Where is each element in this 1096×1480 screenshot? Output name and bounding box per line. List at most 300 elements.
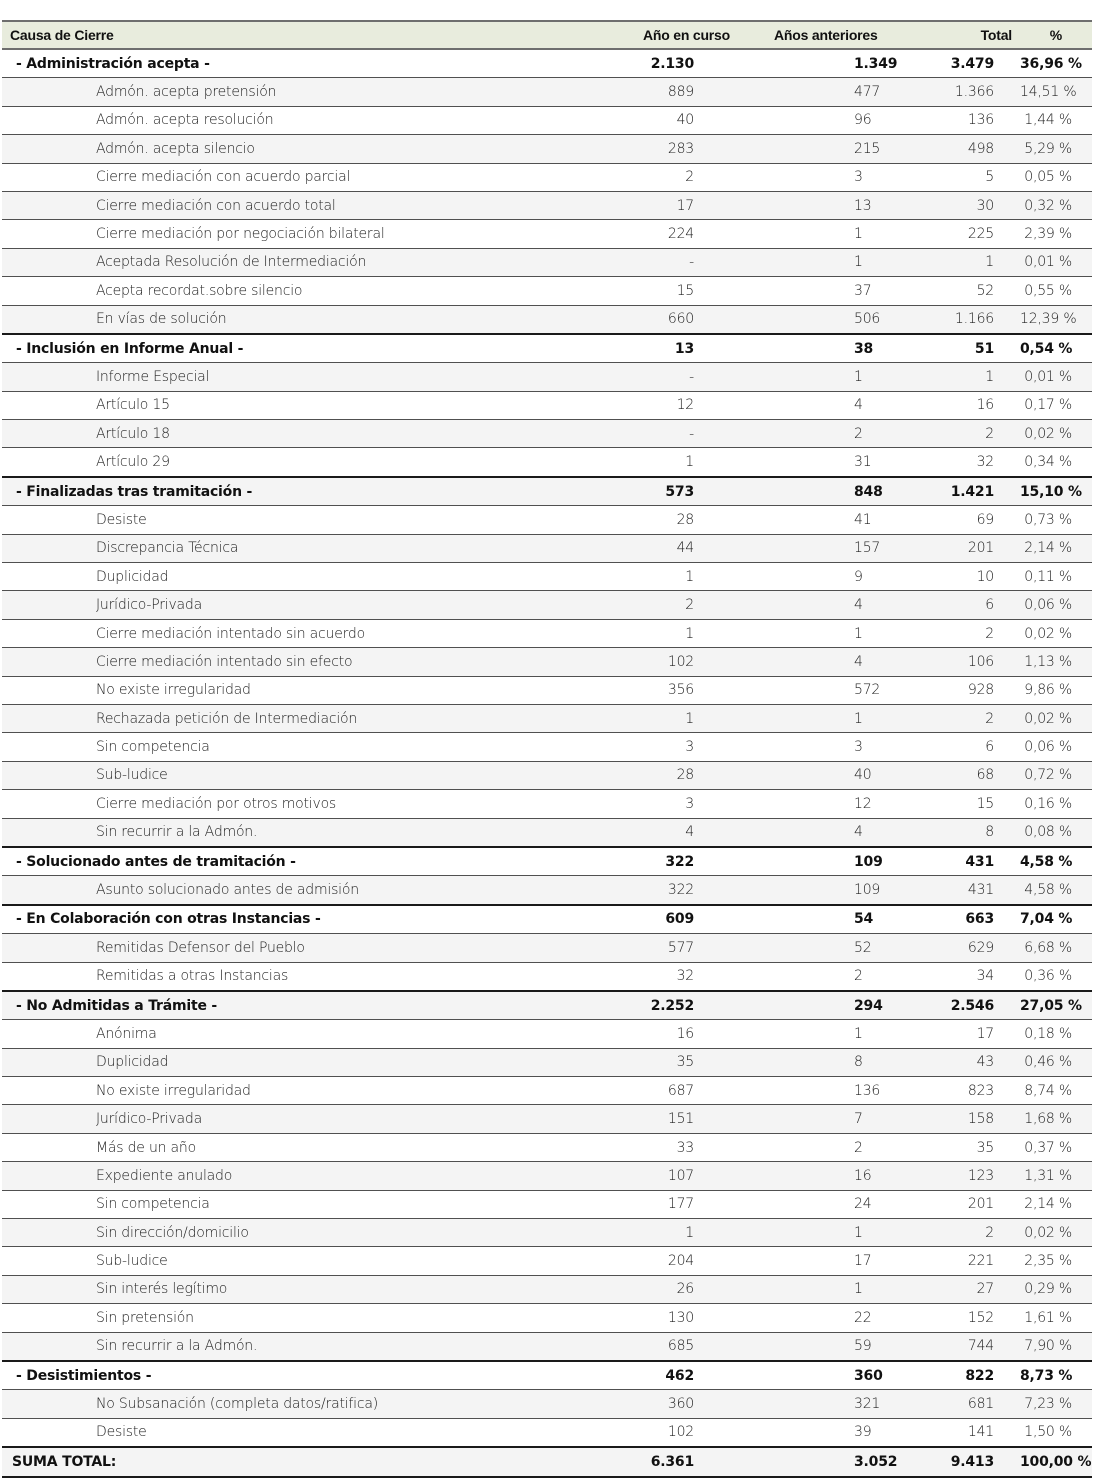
cell-current-year: 35 [676,1054,694,1071]
cell-total: 2 [985,1224,994,1241]
row-label: No Subsanación (completa datos/ratifica) [96,1396,379,1413]
cell-total: 34 [976,968,994,985]
table-row [2,1247,1092,1275]
cell-previous-years: 52 [854,939,872,956]
cell-previous-years: 360 [854,1367,883,1384]
cell-total: 32 [976,454,994,471]
cell-current-year: 16 [676,1025,694,1042]
row-label: Artículo 15 [96,397,170,414]
row-label: Anónima [96,1025,157,1042]
cell-current-year: 2 [685,597,694,614]
cell-previous-years: 3 [854,169,863,186]
row-label: En vías de solución [96,311,227,328]
table-row [2,676,1092,704]
cell-current-year: 32 [676,968,694,985]
cell-percent: 0,54 % [1020,340,1073,357]
cell-previous-years: 1 [854,1281,863,1298]
table-row [2,363,1092,391]
cell-total: 1.366 [954,84,994,101]
group-row [2,1361,1092,1390]
row-label: - Administración acepta - [16,55,210,72]
cell-previous-years: 1 [854,368,863,385]
cell-previous-years: 109 [854,853,883,870]
cell-previous-years: 1.349 [854,55,898,72]
cell-total: 1 [985,254,994,271]
cell-total: 106 [967,653,994,670]
row-label: Cierre mediación intentado sin acuerdo [96,625,365,642]
row-label: - No Admitidas a Trámite - [16,997,218,1014]
cell-previous-years: 2 [854,1139,863,1156]
cell-percent: 1,50 % [1024,1424,1072,1441]
cell-previous-years: 1 [854,226,863,243]
row-label: Sub-ludice [96,1253,168,1270]
cell-percent: 0,16 % [1024,795,1072,812]
cell-total: 1.421 [950,483,994,500]
cell-percent: 1,44 % [1024,112,1072,129]
table-row [2,277,1092,305]
cell-percent: 0,17 % [1024,397,1072,414]
cell-percent: 0,36 % [1024,968,1072,985]
cell-total: 141 [967,1424,994,1441]
cell-previous-years: 8 [854,1054,863,1071]
cell-previous-years: 294 [854,997,883,1014]
table-row [2,761,1092,789]
cell-current-year: 15 [676,282,694,299]
cell-previous-years: 7 [854,1111,863,1128]
cell-percent: 0,18 % [1024,1025,1072,1042]
cell-previous-years: 1 [854,254,863,271]
cell-current-year: 102 [667,653,694,670]
row-label: - Desistimientos - [16,1367,152,1384]
table-header-row [2,21,1092,49]
row-label: Asunto solucionado antes de admisión [96,882,359,899]
row-label: Jurídico-Privada [96,1111,202,1128]
cell-percent: 1,31 % [1024,1167,1072,1184]
cell-total: 822 [965,1367,994,1384]
cell-current-year: 4 [685,824,694,841]
total-row [2,1447,1092,1476]
row-label: Admón. acepta silencio [96,140,255,157]
cell-total: 8 [985,824,994,841]
cell-total: 663 [965,911,994,928]
cell-percent: 0,01 % [1024,368,1072,385]
cell-total: 69 [976,511,994,528]
row-label: Sin competencia [96,739,210,756]
cell-total: 2 [985,425,994,442]
cell-total: 27 [976,1281,994,1298]
table-row [2,619,1092,647]
table-row [2,163,1092,191]
cell-total: 123 [967,1167,994,1184]
cell-previous-years: 2 [854,425,863,442]
row-label: Duplicidad [96,568,169,585]
cell-total: 498 [967,140,994,157]
cell-current-year: 3 [685,795,694,812]
table-row [2,191,1092,219]
cell-current-year: 360 [667,1396,694,1413]
cell-percent: 0,55 % [1024,282,1072,299]
table-row [2,78,1092,106]
cell-total: 2.546 [950,997,994,1014]
cell-total: 3.479 [950,55,994,72]
row-label: - Inclusión en Informe Anual - [16,340,244,357]
table-row [2,135,1092,163]
cell-current-year: - [689,425,694,442]
table-row [2,248,1092,276]
table-row [2,506,1092,534]
cell-total: 15 [976,795,994,812]
table-row [2,106,1092,134]
cell-total: 431 [965,853,994,870]
row-label: Más de un año [96,1139,196,1156]
table-row [2,534,1092,562]
cell-total: 823 [967,1082,994,1099]
cell-percent: 6,68 % [1024,939,1072,956]
cell-percent: 0,46 % [1024,1054,1072,1071]
cell-total: 158 [967,1111,994,1128]
cell-total: 201 [967,540,994,557]
cell-percent: 8,73 % [1020,1367,1073,1384]
cell-previous-years: 3 [854,739,863,756]
row-label: Admón. acepta resolución [96,112,274,129]
table-row [2,704,1092,732]
cell-percent: 7,04 % [1020,911,1073,928]
cell-total: 68 [976,767,994,784]
cell-previous-years: 1 [854,710,863,727]
cell-percent: 1,61 % [1024,1309,1072,1326]
table-row [2,733,1092,761]
cell-percent: 27,05 % [1020,997,1082,1014]
row-label: Artículo 18 [96,425,170,442]
row-label: Sin dirección/domicilio [96,1224,249,1241]
cell-current-year: 44 [676,540,694,557]
cell-current-year: 1 [685,1224,694,1241]
row-label: Jurídico-Privada [96,597,202,614]
cell-total: 6 [985,739,994,756]
cell-total: 17 [976,1025,994,1042]
cell-percent: 2,14 % [1024,1196,1072,1213]
cell-previous-years: 16 [854,1167,872,1184]
table-row [2,1418,1092,1447]
cell-current-year: 687 [667,1082,694,1099]
cell-previous-years: 4 [854,597,863,614]
cell-total: 629 [967,939,994,956]
cell-total: 9.413 [950,1453,994,1470]
cell-previous-years: 13 [854,197,872,214]
cell-previous-years: 848 [854,483,883,500]
cell-current-year: 107 [667,1167,694,1184]
cell-percent: 0,02 % [1024,625,1072,642]
cell-current-year: 177 [667,1196,694,1213]
row-label: Sin pretensión [96,1309,194,1326]
cell-previous-years: 157 [854,540,881,557]
table-row [2,962,1092,991]
row-label: No existe irregularidad [96,1082,251,1099]
table-row [2,1020,1092,1048]
row-label: No existe irregularidad [96,682,251,699]
cell-percent: 0,32 % [1024,197,1072,214]
table-row [2,1133,1092,1161]
cell-percent: 5,29 % [1024,140,1072,157]
cell-percent: 100,00 % [1020,1453,1092,1470]
cell-total: 10 [976,568,994,585]
table-row [2,591,1092,619]
row-label: Rechazada petición de Intermediación [96,710,358,727]
table-row [2,220,1092,248]
row-label: Cierre mediación con acuerdo parcial [96,169,351,186]
cell-percent: 0,02 % [1024,425,1072,442]
table-row [2,1304,1092,1332]
cell-percent: 9,86 % [1024,682,1072,699]
table-row [2,1190,1092,1218]
row-label: Acepta recordat.sobre silencio [96,282,303,299]
cell-total: 30 [976,197,994,214]
cell-total: 225 [967,226,994,243]
cell-previous-years: 12 [854,795,872,812]
cell-total: 2 [985,625,994,642]
row-label: Discrepancia Técnica [96,540,239,557]
row-label: - Solucionado antes de tramitación - [16,853,296,870]
cell-percent: 0,06 % [1024,739,1072,756]
group-row [2,991,1092,1020]
cell-percent: 0,29 % [1024,1281,1072,1298]
cell-percent: 0,08 % [1024,824,1072,841]
table-row [2,1275,1092,1303]
cell-previous-years: 572 [854,682,881,699]
cell-current-year: 204 [667,1253,694,1270]
cell-percent: 0,37 % [1024,1139,1072,1156]
cell-total: 2 [985,710,994,727]
cell-total: 1.166 [954,311,994,328]
cell-current-year: 685 [667,1338,694,1355]
cell-current-year: 356 [667,682,694,699]
cell-previous-years: 506 [854,311,881,328]
row-label: Remitidas Defensor del Pueblo [96,939,305,956]
cell-current-year: 33 [676,1139,694,1156]
cell-previous-years: 17 [854,1253,872,1270]
table-row [2,648,1092,676]
cell-percent: 36,96 % [1020,55,1082,72]
cell-current-year: 322 [665,853,694,870]
cell-total: 16 [976,397,994,414]
cell-current-year: 577 [667,939,694,956]
table-row [2,1219,1092,1247]
cell-percent: 14,51 % [1020,84,1077,101]
table-row [2,1048,1092,1076]
row-label: Aceptada Resolución de Intermediación [96,254,367,271]
cell-previous-years: 24 [854,1196,872,1213]
cell-current-year: 660 [667,311,694,328]
cell-current-year: 2 [685,169,694,186]
cell-previous-years: 1 [854,1224,863,1241]
cell-current-year: - [689,368,694,385]
cell-total: 5 [985,169,994,186]
cell-previous-years: 4 [854,824,863,841]
header-previous-years: Años anteriores [774,27,878,43]
cell-current-year: 2.130 [650,55,694,72]
cell-current-year: 28 [676,767,694,784]
cell-percent: 8,74 % [1024,1082,1072,1099]
cell-previous-years: 3.052 [854,1453,898,1470]
row-label: Artículo 29 [96,454,170,471]
cell-percent: 4,58 % [1020,853,1073,870]
cell-total: 6 [985,597,994,614]
cell-previous-years: 38 [854,340,874,357]
row-label: Duplicidad [96,1054,169,1071]
cell-percent: 0,72 % [1024,767,1072,784]
table-row [2,448,1092,477]
table-row [2,1162,1092,1190]
cell-current-year: 130 [667,1309,694,1326]
cell-percent: 0,06 % [1024,597,1072,614]
row-label: - En Colaboración con otras Instancias - [16,911,321,928]
cell-current-year: 1 [685,625,694,642]
cell-current-year: 2.252 [650,997,694,1014]
cell-percent: 2,35 % [1024,1253,1072,1270]
row-label: - Finalizadas tras tramitación - [16,483,253,500]
table-row [2,563,1092,591]
cell-previous-years: 1 [854,1025,863,1042]
cell-percent: 0,34 % [1024,454,1072,471]
header-percent: % [1049,27,1062,43]
cell-previous-years: 321 [854,1396,881,1413]
row-label: Cierre mediación con acuerdo total [96,197,336,214]
cell-current-year: 26 [676,1281,694,1298]
cell-total: 35 [976,1139,994,1156]
group-row [2,477,1092,506]
group-row [2,334,1092,363]
cell-percent: 15,10 % [1020,483,1082,500]
cell-previous-years: 22 [854,1309,872,1326]
cell-previous-years: 9 [854,568,863,585]
cell-total: 43 [976,1054,994,1071]
cell-percent: 2,14 % [1024,540,1072,557]
cell-percent: 0,73 % [1024,511,1072,528]
cell-previous-years: 59 [854,1338,872,1355]
cell-current-year: 889 [667,84,694,101]
row-label: Expediente anulado [96,1167,233,1184]
cell-previous-years: 41 [854,511,872,528]
cell-previous-years: 136 [854,1082,881,1099]
cell-current-year: 283 [667,140,694,157]
table-row [2,934,1092,962]
cell-previous-years: 2 [854,968,863,985]
row-label: Desiste [96,511,147,528]
cell-percent: 12,39 % [1020,311,1077,328]
row-label: Cierre mediación intentado sin efecto [96,653,353,670]
cell-total: 51 [974,340,994,357]
cell-percent: 7,90 % [1024,1338,1072,1355]
group-row [2,847,1092,876]
cell-total: 221 [967,1253,994,1270]
row-label: Sin recurrir a la Admón. [96,824,258,841]
cell-previous-years: 215 [854,140,881,157]
table-row [2,790,1092,818]
cell-current-year: 462 [665,1367,694,1384]
row-label: Remitidas a otras Instancias [96,968,289,985]
cell-current-year: 6.361 [650,1453,694,1470]
table-row [2,391,1092,419]
cell-current-year: 28 [676,511,694,528]
cell-previous-years: 477 [854,84,881,101]
cell-previous-years: 31 [854,454,872,471]
cell-previous-years: 40 [854,767,872,784]
cell-percent: 0,11 % [1024,568,1072,585]
group-row [2,49,1092,78]
cell-current-year: 17 [676,197,694,214]
cell-total: 1 [985,368,994,385]
row-label: Informe Especial [96,368,210,385]
cell-current-year: 1 [685,710,694,727]
header-current-year: Año en curso [642,27,730,43]
cell-percent: 0,01 % [1024,254,1072,271]
table-row [2,1390,1092,1418]
cell-total: 681 [967,1396,994,1413]
cell-total: 201 [967,1196,994,1213]
cell-previous-years: 1 [854,625,863,642]
row-label: Sub-ludice [96,767,168,784]
table-row [2,876,1092,905]
cell-previous-years: 37 [854,282,872,299]
table-row [2,818,1092,847]
table-row [2,1332,1092,1361]
row-label: Admón. acepta pretensión [96,84,277,101]
cell-current-year: 1 [685,568,694,585]
cell-current-year: 1 [685,454,694,471]
cell-current-year: - [689,254,694,271]
group-row [2,905,1092,934]
table-row [2,305,1092,334]
row-label: Sin recurrir a la Admón. [96,1338,258,1355]
cell-total: 928 [967,682,994,699]
table-body [2,49,1092,1477]
closure-causes-table [2,20,1092,1478]
row-label: SUMA TOTAL: [12,1453,117,1470]
table-row [2,420,1092,448]
row-label: Cierre mediación por otros motivos [96,795,337,812]
header-cause: Causa de Cierre [10,27,114,43]
cell-current-year: 322 [667,882,694,899]
cell-percent: 1,13 % [1024,653,1072,670]
row-label: Cierre mediación por negociación bilateral [96,226,385,243]
row-label: Sin interés legítimo [96,1281,228,1298]
cell-current-year: 224 [667,226,694,243]
cell-previous-years: 39 [854,1424,872,1441]
cell-percent: 1,68 % [1024,1111,1072,1128]
cell-current-year: 102 [667,1424,694,1441]
cell-total: 744 [967,1338,994,1355]
table-row [2,1105,1092,1133]
cell-percent: 0,02 % [1024,1224,1072,1241]
table-row [2,1077,1092,1105]
header-total: Total [980,27,1012,43]
cell-current-year: 3 [685,739,694,756]
row-label: Desiste [96,1424,147,1441]
cell-previous-years: 54 [854,911,874,928]
cell-previous-years: 96 [854,112,872,129]
cell-percent: 0,05 % [1024,169,1072,186]
cell-current-year: 13 [674,340,694,357]
cell-percent: 0,02 % [1024,710,1072,727]
cell-current-year: 12 [676,397,694,414]
cell-total: 136 [967,112,994,129]
row-label: Sin competencia [96,1196,210,1213]
cell-total: 152 [967,1309,994,1326]
cell-previous-years: 109 [854,882,881,899]
cell-total: 431 [967,882,994,899]
cell-percent: 4,58 % [1024,882,1072,899]
cell-current-year: 609 [665,911,694,928]
